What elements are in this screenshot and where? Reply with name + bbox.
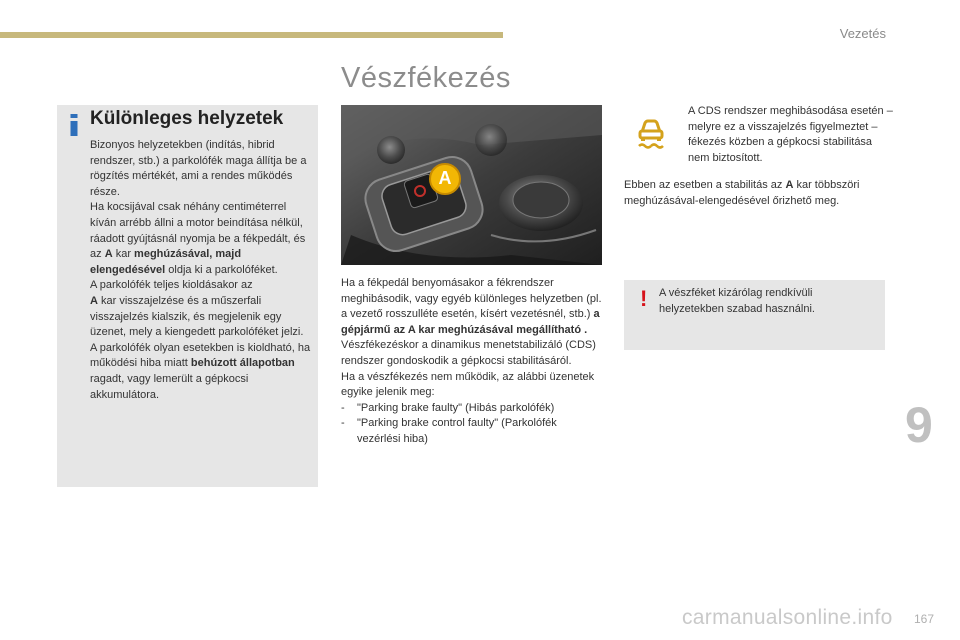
list-dash: - (341, 417, 345, 430)
warning-text: A vészféket kizárólag rendkívüli helyzetekben szabad használni. (659, 287, 815, 315)
list-dash: - (341, 401, 345, 414)
main-p1-bold: a gépjármű az A kar meghúzásával megállítható . (341, 308, 600, 336)
cds-warning-icon (632, 112, 670, 150)
special-p3b: kar visszajelzése és a műszerfali visszajelzés kialszik, és megjelenik egy üzenet, mely a kiengedett parkolóféket jelzi. (90, 294, 304, 339)
special-situations-box (57, 105, 318, 487)
main-p2: Vészfékezéskor a dinamikus menetstabilizáló (CDS) rendszer gondoskodik a gépkocsi stabilitásáról. (341, 339, 596, 367)
special-p4a: A parkolófék olyan esetekben is kioldható, ha működési hiba miatt (90, 341, 311, 370)
special-heading: Különleges helyzetek (90, 108, 284, 129)
stability-text (624, 178, 884, 209)
list-text: "Parking brake control faulty" (Parkolófék vezérlési hiba) (357, 417, 557, 445)
special-body (90, 138, 312, 403)
page-number: 167 (914, 612, 935, 626)
special-p1: Bizonyos helyzetekben (indítás, hibrid rendszer, stb.) a parkolófék maga állítja be a rögzítés mértékét, ami a rendes működés része. (90, 139, 307, 198)
list-item (341, 416, 603, 447)
header-accent-bar (0, 32, 503, 38)
special-p4b: ragadt, vagy lemerült a gépkocsi akkumulátora. (90, 372, 249, 401)
special-p3-letter: A (90, 294, 98, 307)
watermark: carmanualsonline.info (682, 606, 893, 629)
special-p4-bold: behúzott állapotban (190, 357, 295, 370)
special-p3a: A parkolófék teljes kioldásakor az (90, 279, 253, 292)
special-p2b: oldja ki a parkolóféket. (168, 263, 278, 276)
special-p2-letter: A (104, 248, 113, 261)
main-p3: Ha a vészfékezés nem működik, az alábbi üzenetek egyike jelenik meg: (341, 370, 595, 399)
list-text: "Parking brake faulty" (Hibás parkolófék) (357, 401, 555, 414)
stability-letter: A (785, 179, 794, 191)
stability-a: Ebben az esetben a stabilitás az (624, 179, 783, 191)
cds-text: A CDS rendszer meghibásodása esetén – melyre ez a visszajelzés figyelmeztet – fékezés közben a gépkocsi stabilitása nem biztosított. (688, 105, 893, 164)
list-item (341, 401, 603, 417)
special-p2a: Ha kocsijával csak néhány centiméterrel kíván arrébb állni a motor beindítása nélkül, ráadott gyújtásnál nyomja be a fékpedált, és az (90, 201, 306, 261)
warning-box (624, 280, 885, 350)
info-icon (70, 114, 78, 136)
main-text (341, 276, 603, 448)
special-p2-kar: kar (115, 248, 131, 261)
page-title: Vészfékezés (341, 62, 511, 94)
section-title: Vezetés (839, 26, 886, 41)
warning-exclamation-icon: ! (640, 286, 648, 311)
photo-label-a: A (438, 168, 452, 188)
chapter-number: 9 (905, 397, 933, 453)
main-p1a: Ha a fékpedál benyomásakor a fékrendszer meghibásodik, vagy egyéb különleges helyzetben (pl. a vezető rosszulléte esetén, kísért vezetésnél, stb.) (341, 277, 602, 321)
console-illustration (341, 105, 602, 265)
parking-brake-photo (341, 105, 602, 265)
special-p2-bold: meghúzásával, majd elengedésével (90, 248, 242, 276)
stability-b: kar többszöri meghúzásával-elengedésével őrizhető meg. (624, 179, 860, 207)
